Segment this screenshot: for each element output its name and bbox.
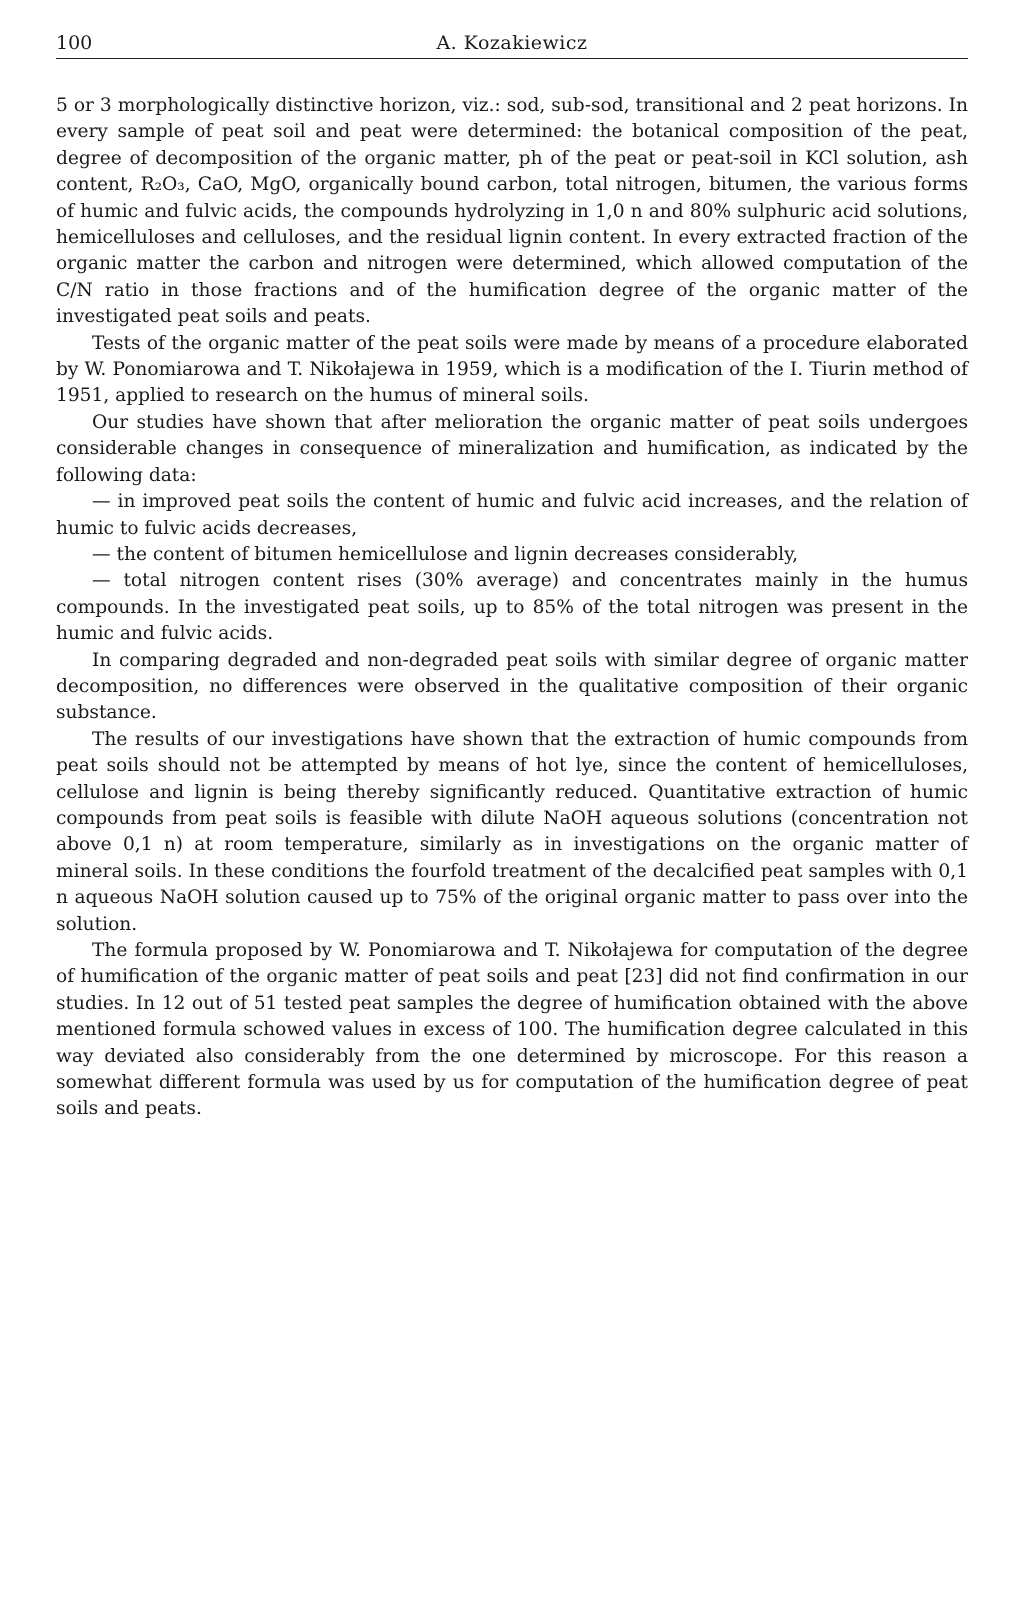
paragraph-degraded-comparison: In comparing degraded and non-degraded peat soils with similar degree of organic matter decomposition, no differences were observed in the qualitative composition of their organic substance. (56, 649, 968, 724)
running-head-author: A. Kozakiewicz (436, 32, 588, 54)
list-item-humic-fulvic: — in improved peat soils the content of humic and fulvic acid increases, and the relation of humic to fulvic acids decreases, (56, 491, 968, 539)
page-number: 100 (56, 32, 93, 54)
list-item-bitumen-lignin: — the content of bitumen hemicellulose and lignin decreases considerably, (92, 543, 799, 565)
paragraph-procedure: Tests of the organic matter of the peat soils were made by means of a procedure elaborated by W. Ponomiarowa and T. Nikołajewa in 1959, which is a modification of the I. Tiurin method of 1951, applied to research on the humus of mineral soils. (56, 332, 968, 407)
running-head (56, 24, 968, 59)
paragraph-humification-formula: The formula proposed by W. Ponomiarowa and T. Nikołajewa for computation of the degree of humification of the organic matter of peat soils and peat [23] did not find confirmation in our studies. In 12 out of 51 tested peat samples the degree of humification obtained with the above mentioned formula schowed values in excess of 100. The humification degree calculated in this way deviated also considerably from the one determined by microscope. For this reason a somewhat different formula was used by us for computation of the humification degree of peat soils and peats. (56, 940, 968, 1120)
document-page (56, 24, 968, 1123)
paragraph-extraction-results: The results of our investigations have shown that the extraction of humic compounds from peat soils should not be attempted by means of hot lye, since the content of hemicelluloses, cellulose and lignin is being thereby significantly reduced. Quantitative extraction of humic compounds from peat soils is feasible with dilute NaOH aqueous solutions (concentration not above 0,1 n) at room temperature, similarly as in investigations on the organic matter of mineral soils. In these conditions the fourfold treatment of the decalcified peat samples with 0,1 n aqueous NaOH solution caused up to 75% of the original organic matter to pass over into the solution. (56, 728, 968, 935)
list-item-nitrogen: — total nitrogen content rises (30% average) and concentrates mainly in the humus compounds. In the investigated peat soils, up to 85% of the total nitrogen was present in the humic and fulvic acids. (56, 570, 968, 645)
paragraph-methods: 5 or 3 morphologically distinctive horizon, viz.: sod, sub-sod, transitional and 2 peat horizons. In every sample of peat soil and peat were determined: the botanical composition of the peat, degree of decomposition of the organic matter, ph of the peat or peat-soil in KCl solution, ash content, R₂O₃, CaO, MgO, organically bound carbon, total nitrogen, bitumen, the various forms of humic and fulvic acids, the compounds hydrolyzing in 1,0 n and 80% sulphuric acid solutions, hemicelluloses and celluloses, and the residual lignin content. In every extracted fraction of the organic matter the carbon and nitrogen were determined, which allowed computation of the C/N ratio in those fractions and of the humification degree of the organic matter of the investigated peat soils and peats. (56, 95, 968, 328)
body-text (56, 93, 968, 1123)
paragraph-findings-intro: Our studies have shown that after melioration the organic matter of peat soils undergoes considerable changes in consequence of mineralization and humification, as indicated by the following data: (56, 411, 968, 486)
